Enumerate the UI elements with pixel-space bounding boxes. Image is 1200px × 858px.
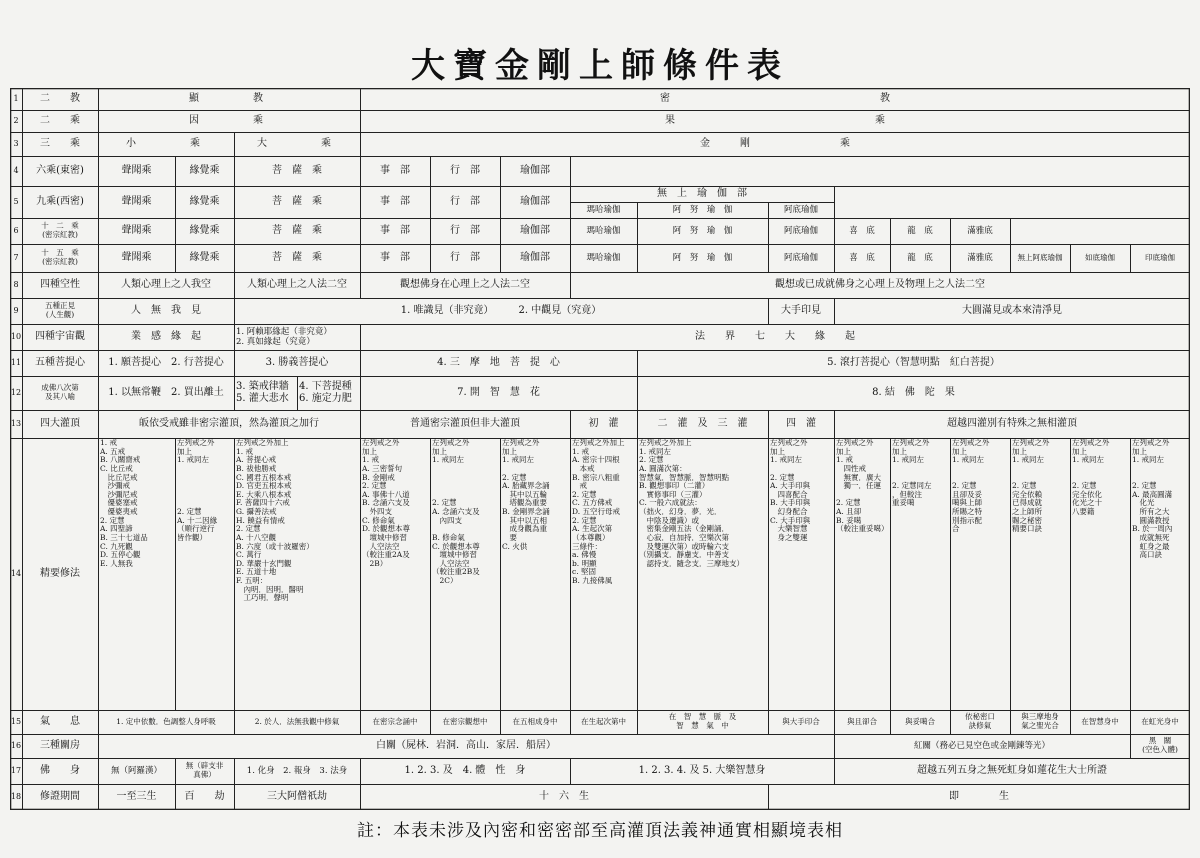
cell-anu: 阿 努 瑜 伽	[672, 252, 733, 263]
row-number: 17	[10, 766, 22, 775]
row-number: 18	[10, 792, 22, 801]
cell-xingbu: 行 部	[450, 251, 480, 263]
cell-manya: 滿雅底	[967, 252, 993, 263]
cell-pusa: 菩 薩 乘	[272, 195, 322, 207]
row-label-r10: 四種宇宙觀	[35, 330, 85, 342]
cell-shibu: 事 部	[380, 164, 410, 176]
cell-shengwen: 聲聞乘	[121, 164, 152, 176]
row-number: 5	[13, 197, 19, 206]
cell-shibu: 事 部	[380, 195, 410, 207]
cell-r12-b: 3. 築戒律牆 5. 灌大悲水	[236, 380, 289, 404]
cell-ati: 阿底瑜伽	[783, 225, 818, 236]
cell-yujiabu: 瑜伽部	[520, 251, 550, 263]
cell-r13-f: 超越四灌別有特殊之無相灌頂	[947, 417, 1077, 429]
cell-xiao-sheng: 小 乘	[126, 137, 206, 149]
cell-r13-d: 二 灌 及 三 灌	[657, 417, 748, 429]
cell-r8-d: 觀想或已成就佛身之心理上及物理上之人法二空	[775, 278, 985, 290]
cell-wushang-yujia: 無 上 瑜 伽 部	[657, 187, 747, 199]
row-number: 15	[10, 717, 22, 726]
cell-r17-d: 1. 2. 3. 及 4. 體 性 身	[404, 764, 526, 776]
cell-longdi: 龍 底	[907, 225, 933, 236]
cell-r17-f: 超越五列五身之無死虹身如蓮花生大士所證	[917, 764, 1107, 776]
cell-r10-c: 法 界 七 大 緣 起	[695, 330, 855, 342]
cell-shibu: 事 部	[380, 251, 410, 263]
row-label-r8: 四種空性	[40, 278, 80, 290]
breath-d: 在密宗觀想中	[442, 716, 488, 726]
breath-g: 在 智 慧 脈 及 智 慧 氣 中	[668, 712, 737, 730]
practice-col-9: 左列戒之外 加上 1. 戒同左 2. 定慧 A. 大手印與 四喜配合 B. 大手印與 幻身配合 C. 大手印與 大樂智慧 身之雙運	[770, 438, 811, 542]
breath-h: 與大手印合	[782, 716, 820, 726]
cell-r10-b: 1. 阿賴耶緣起（非究竟） 2. 真如緣起（究竟）	[236, 326, 332, 347]
row-number: 13	[10, 419, 22, 428]
row-number: 1	[13, 94, 19, 103]
cell-r13-e: 四 灌	[786, 417, 816, 429]
row-label-r9: 五種正見 (人生觀)	[45, 301, 75, 319]
cell-yujiabu: 瑜伽部	[520, 224, 550, 236]
cell-r13-a: 皈依受戒雖非密宗灌頂，然為灌頂之加行	[139, 417, 319, 429]
cell-manya: 滿雅底	[967, 225, 993, 236]
cell-r18-c: 三大阿僧祇劫	[267, 790, 327, 802]
cell-r11-a: 1. 願菩提心 2. 行菩提心	[108, 356, 224, 368]
practice-col-10: 左列戒之外 加上 1. 戒 四性戒 無實．廣大 獨一．任運 2. 定慧 A. 且卻 B. 妥噶 （較注重妥噶）	[836, 438, 889, 534]
cell-r9-b: 1. 唯識見（非究竟） 2. 中觀見（究竟）	[400, 304, 602, 316]
row-label-r11: 五種菩提心	[35, 356, 85, 368]
row-number: 3	[13, 139, 19, 148]
practice-col-2: 左列戒之外 加上 1. 戒同左 2. 定慧 A. 十二因緣 （順行逆行 皆作觀）	[177, 438, 218, 542]
cell-yindi: 印底瑜伽	[1145, 252, 1175, 262]
row-label-r18: 修證期間	[40, 790, 80, 802]
row-number: 12	[10, 388, 22, 397]
row-label-r15: 氣 息	[40, 715, 80, 727]
breath-n: 在虹光身中	[1141, 716, 1179, 726]
cell-blank	[570, 156, 1190, 186]
cell-da-sheng: 大 乘	[257, 137, 337, 149]
cell-shengwen: 聲聞乘	[121, 224, 152, 236]
cell-r11-b: 3. 勝義菩提心	[265, 356, 329, 368]
cell-r16-black: 黑 關 (空色入體)	[1142, 736, 1178, 754]
cell-longdi: 龍 底	[907, 252, 933, 263]
breath-c: 在密宗念誦中	[372, 716, 418, 726]
row-label-r5: 九乘(西密)	[36, 195, 84, 207]
row-number: 4	[13, 166, 19, 175]
cell-shengwen: 聲聞乘	[121, 251, 152, 263]
row-number: 16	[10, 741, 22, 750]
page-title: 大寶金剛上師條件表	[411, 46, 789, 86]
breath-k: 依秘密口 訣修氣	[965, 712, 995, 730]
row-label-r16: 三種關房	[40, 739, 80, 751]
row-label-r7: 十 五 乘 (密宗紅教)	[41, 248, 79, 266]
cell-r9-a: 人 無 我 見	[131, 304, 201, 316]
cell-yujiabu: 瑜伽部	[520, 164, 550, 176]
cell-yuanjue: 緣覺乘	[189, 224, 220, 236]
row-label-r2: 二 乘	[40, 114, 80, 126]
row-number: 8	[13, 280, 19, 289]
cell-pusa: 菩 薩 乘	[272, 164, 322, 176]
row-label-r4: 六乘(東密)	[36, 164, 84, 176]
practice-col-11: 左列戒之外 加上 1. 戒同左 2. 定慧同左 ，但較注 重妥噶	[892, 438, 932, 508]
practice-col-6: 左列戒之外 加上 1. 戒同左 2. 定慧 A. 胎藏界念誦 其中以五輪 塔觀為重要 B. 金剛界念誦 其中以五相 成身觀為重 要 C. 火供	[502, 438, 550, 551]
practice-col-3: 左列戒之外加上 1. 戒 A. 菩提心戒 B. 祓他勝戒 C. 國君五根本戒 D. 官吏五根本戒 E. 大乘八根本戒 F. 菩薩四十六戒 G. 攝善法戒 H. 饒益有情戒 2. 定慧 A. 十八空觀 B. 六度（或十波羅密） C. 萬行 D. 華嚴十玄門觀 E. 五道十地 F. 五明： 內明．因明．醫明 工巧明．聲明	[236, 438, 314, 603]
cell-r17-b: 無（辟支非 真佛）	[185, 761, 224, 779]
row-label-r14: 精要修法	[40, 567, 80, 579]
cell-r9-c: 大手印見	[781, 304, 821, 316]
cell-anu: 阿 努 瑜 伽	[672, 225, 733, 236]
cell-r8-b: 人類心理上之人法二空	[247, 278, 347, 290]
cell-shibu: 事 部	[380, 224, 410, 236]
cell-guo-sheng: 果 乘	[665, 114, 885, 126]
breath-j: 與妥噶合	[905, 716, 935, 726]
cell-xingbu: 行 部	[450, 164, 480, 176]
cell-r8-a: 人類心理上之人我空	[121, 278, 211, 290]
cell-xingbu: 行 部	[450, 195, 480, 207]
cell-pusa: 菩 薩 乘	[272, 224, 322, 236]
cell-r10-a: 業 感 緣 起	[131, 330, 201, 342]
cell-maha: 瑪哈瑜伽	[586, 252, 621, 263]
cell-blank	[1010, 218, 1190, 244]
row-label-r3: 三 乘	[40, 137, 80, 149]
row-number: 11	[10, 358, 22, 367]
row-label-r13: 四大灌頂	[40, 417, 80, 429]
cell-r16-white: 白關（屍林．岩洞．高山．家居．船居）	[376, 739, 556, 751]
cell-r12-a: 1. 以無常鞭 2. 買出離土	[108, 386, 224, 398]
row-number: 7	[13, 253, 19, 262]
cell-mi-jiao: 密 教	[660, 92, 890, 104]
cell-yin-sheng: 因 乘	[189, 114, 269, 126]
breath-a: 1. 定中依數．色調整人身呼吸	[116, 716, 216, 726]
cell-r17-a: 無（阿羅漢）	[110, 765, 162, 776]
practice-col-12: 左列戒之外 加上 1. 戒同左 2. 定慧 且卻及妥 噶與上師 所賜之特 別指示配 合	[952, 438, 990, 534]
cell-xian-jiao: 顯 教	[189, 92, 269, 104]
breath-f: 在生起次第中	[581, 716, 626, 726]
row-label-r17: 佛 身	[40, 764, 80, 776]
row-number: 9	[13, 306, 19, 315]
practice-col-14: 左列戒之外 加上 1. 戒同左 2. 定慧 完全依化 化光之十 八要籍	[1072, 438, 1110, 516]
cell-r12-d: 7. 開 智 慧 花	[457, 386, 540, 398]
cell-yuanjue: 緣覺乘	[189, 164, 220, 176]
row-label-r1: 二 教	[40, 92, 80, 104]
cell-anu: 阿 努 瑜 伽	[672, 204, 733, 215]
cell-r18-a: 一至三生	[116, 790, 157, 802]
practice-col-15: 左列戒之外 加上 1. 戒同左 2. 定慧 A. 最高圓滿 化光 所有之大 圓滿教授 B. 於一周內 成就無死 虹身之最 高口訣	[1132, 438, 1173, 560]
cell-yuanjue: 緣覺乘	[189, 195, 220, 207]
cell-r11-d: 5. 滾打菩提心（智慧明點 紅白菩提）	[827, 356, 1000, 368]
row-number: 6	[13, 226, 19, 235]
cell-shengwen: 聲聞乘	[121, 195, 152, 207]
breath-l: 與三摩地身 氣之聖光合	[1021, 712, 1059, 730]
practice-col-5: 左列戒之外 加上 1. 戒同左 2. 定慧 A. 念誦六支及 內四支 B. 修命氣 C. 於觀想本尊 壇城中修習 人空法空 （較注重2B及 2C）	[432, 438, 480, 585]
cell-yujiabu: 瑜伽部	[520, 195, 550, 207]
row-number: 14	[10, 569, 22, 578]
cell-ati: 阿底瑜伽	[783, 252, 818, 263]
cell-rudi: 如底瑜伽	[1085, 252, 1115, 262]
cell-r18-b: 百 劫	[184, 790, 225, 802]
cell-ati: 阿底瑜伽	[783, 204, 818, 215]
footnote: 註：本表未涉及內密和密密部至高灌頂法義神通實相顯境表相	[357, 821, 843, 841]
cell-r9-d: 大圓滿見或本來清淨見	[962, 304, 1062, 316]
practice-col-1: 1. 戒 A. 五戒 B. 八關齋戒 C. 比丘戒 比丘尼戒 沙彌戒 沙彌尼戒 優婆塞戒 優婆夷戒 2. 定慧 A. 四聖諦 B. 三十七道品 C. 九死觀 D. 五停心觀 E. 人無我	[100, 438, 148, 568]
cell-maha: 瑪哈瑜伽	[586, 225, 621, 236]
cell-r17-c: 1. 化身 2. 報身 3. 法身	[246, 765, 348, 776]
practice-col-7: 左列戒之外加上 1. 戒 A. 密宗十四根 本戒 B. 密宗八粗重 戒 2. 定慧 C. 五方佛戒 D. 五空行母戒 2. 定慧 A. 生起次第 （本尊觀） 三條件： a. 佛慢 b. 明顯 c. 堅固 B. 九接佛風	[572, 438, 625, 585]
cell-jidi: 喜 底	[849, 252, 875, 263]
row-number: 10	[10, 332, 22, 341]
cell-xingbu: 行 部	[450, 224, 480, 236]
cell-jidi: 喜 底	[849, 225, 875, 236]
cell-r13-b: 普通密宗灌頂但非大灌頂	[410, 417, 520, 429]
breath-b: 2. 於人．法無我觀中修氣	[254, 716, 340, 726]
cell-r16-red: 紅關（務必已見空色或金剛鍊等光）	[913, 740, 1050, 751]
cell-r11-c: 4. 三 摩 地 菩 提 心	[437, 356, 560, 368]
cell-blank	[834, 186, 1190, 218]
cell-r18-d: 十 六 生	[539, 790, 589, 802]
cell-r12-e: 8. 結 佛 陀 果	[872, 386, 955, 398]
cell-pusa: 菩 薩 乘	[272, 251, 322, 263]
cell-r13-c: 初 灌	[588, 417, 619, 429]
row-label-r12: 成佛八次第 及其八喻	[41, 383, 79, 401]
cell-jingang-sheng: 金 剛 乘	[700, 137, 850, 149]
conditions-table	[10, 88, 1190, 810]
breath-i: 與且卻合	[847, 716, 877, 726]
cell-wushang-ati: 無上阿底瑜伽	[1017, 252, 1063, 262]
practice-col-8: 左列戒之外加上 1. 戒同左 2. 定慧 A. 圓滿次第： 智慧氣．智慧脈．智慧明點 B. 觀想事印（二灌） 實修事印（三灌） C. 一般六成就法： （拙火．幻身．夢．光． 中陰及遷識）或 密集金剛五法（金剛誦． 心寂．自加持．空樂次第 及雙運次第）或時輪六支 （別攝支．靜慮支．中善支 認持支．隨念支．三摩地支）	[639, 438, 744, 568]
cell-yuanjue: 緣覺乘	[189, 251, 220, 263]
cell-r12-c: 4. 下菩提種 6. 施定力肥	[299, 380, 352, 404]
row-label-r6: 十 二 乘 (密宗紅教)	[41, 221, 79, 239]
breath-m: 在智慧身中	[1081, 716, 1119, 726]
practice-col-13: 左列戒之外 加上 1. 戒同左 2. 定慧 完全依賴 已得成就 之上師所 賜之秘密 精要口訣	[1012, 438, 1050, 534]
row-number: 2	[13, 116, 19, 125]
practice-col-4: 左列戒之外 加上 1. 戒 A. 三密誓句 B. 金剛戒 2. 定慧 A. 事佛十八道 B. 念誦六支及 外四支 C. 修命氣 D. 於觀想本尊 壇城中修習 人空法空 （較注重2A及 2B）	[362, 438, 411, 568]
breath-e: 在五相成身中	[512, 716, 558, 726]
cell-r8-c: 觀想佛身在心理上之人法二空	[400, 278, 530, 290]
cell-r18-e: 即 生	[949, 790, 1009, 802]
cell-r17-e: 1. 2. 3. 4. 及 5. 大樂智慧身	[638, 764, 766, 776]
cell-maha: 瑪哈瑜伽	[586, 204, 621, 215]
